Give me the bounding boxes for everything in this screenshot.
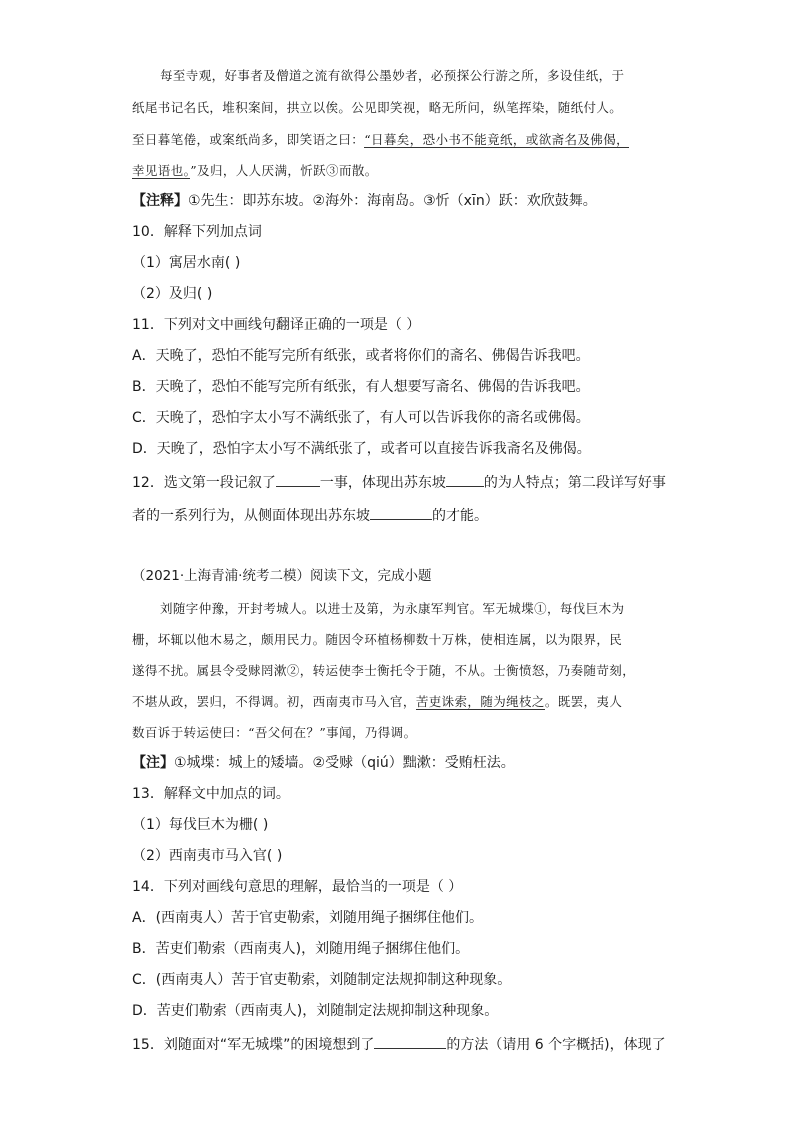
q13-stem: 13．解释文中加点的词。 [132,786,290,802]
q12-part2: 一事，体现出苏东坡 [319,475,446,491]
passage2-line2: 栅，坏辄以他木易之，颇用民力。随因令环植杨柳数十万株，使相连属，以为限界，民 [132,632,623,647]
q14-option-c: C．(西南夷人）苦于官吏勒索，刘随制定法规抑制这种现象。 [132,972,512,988]
q11-stem: 11．下列对文中画线句翻译正确的一项是（ ） [132,317,421,333]
q15-part1: 15．刘随面对“军无城堞”的困境想到了 [132,1037,375,1053]
q12-part5: 的才能。 [432,508,488,524]
q15-part2: 的方法（请用 6 个字概括)，体现了 [446,1037,666,1053]
passage1-line1: 每至寺观，好事者及僧道之流有欲得公墨妙者，必预探公行游之所，多设佳纸，于 [160,68,625,83]
passage2-line3: 遂得不扰。属县令受赇罔漱②，转运使李士衡托令于随，不从。士衡愤怒，乃奏随苛刻， [132,663,636,678]
passage1-line4 [132,161,378,181]
note1-label: 【注释】 [132,193,188,209]
passage1-line2: 纸尾书记名氏，堆积案间，拱立以俟。公见即笑视，略无所问，纵笔挥染，随纸付人。 [132,100,623,115]
q12-blank-1[interactable] [276,472,320,487]
q10-item1: （1）寓居水南( ) [132,255,241,271]
q14-option-b: B．苦吏们勒索（西南夷人)，刘随用绳子捆绑住他们。 [132,941,470,957]
passage1-line4-rest: ”及归，人人厌满，忻跃③而散。 [190,163,378,178]
q10-stem: 10．解释下列加点词 [132,224,262,240]
note2-label: 【注】 [132,755,174,771]
passage2-line4 [132,692,622,712]
q11-option-a: A．天晚了，恐怕不能写完所有纸张，或者将你们的斋名、佛偈告诉我吧。 [132,348,590,364]
q14-stem: 14．下列对画线句意思的理解，最恰当的一项是（ ） [132,879,463,895]
q13-item2: （2）西南夷市马入官( ) [132,848,283,864]
passage2-line4-rest: 。既罢，夷人 [544,694,623,709]
q12-blank-2[interactable] [446,472,484,487]
section2-source: （2021·上海青浦·统考二模）阅读下文，完成小题 [132,568,432,584]
q15-line1 [132,1034,666,1055]
passage2-underlined-sentence: 苦吏诛索，随为绳枝之 [415,694,545,709]
q15-blank-1[interactable] [374,1034,446,1049]
q10-item2: （2）及归( ) [132,286,213,302]
note1 [132,191,597,211]
q12-line1 [132,472,666,493]
passage1-line3-text: 至日暮笔倦，或案纸尚多，即笑语之曰： [132,132,365,147]
passage2-line5: 数百诉于转运使曰：“吾父何在？”事闻，乃得调。 [132,725,417,740]
q13-item1: （1）每伐巨木为栅( ) [132,817,269,833]
q12-blank-3[interactable] [370,505,432,520]
passage2-line1: 刘随字仲豫，开封考城人。以进士及第，为永康军判官。军无城堞①，每伐巨木为 [160,601,625,616]
passage2-line4-text: 不堪从政，罢归，不得调。初，西南夷市马入官， [132,694,416,709]
note2-text: ①城堞：城上的矮墙。②受赇（qiú）黜漱：受贿枉法。 [174,755,515,771]
q12-part3: 的为人特点；第二段详写好事 [483,475,666,491]
q14-option-d: D．苦吏们勒索（西南夷人)，刘随制定法规抑制这种现象。 [132,1003,499,1019]
passage1-underlined-sentence-part2: 幸见语也。 [132,163,191,178]
q11-option-d: D．天晚了，恐怕字太小写不满纸张了，或者可以直接告诉我斋名及佛偈。 [132,441,591,457]
q14-option-a: A．(西南夷人）苦于官吏勒索，刘随用绳子捆绑住他们。 [132,910,484,926]
q12-line2 [132,505,488,526]
q11-option-c: C．天晚了，恐怕字太小写不满纸张了，有人可以告诉我你的斋名或佛偈。 [132,410,590,426]
q12-part4: 者的一系列行为，从侧面体现出苏东坡 [132,508,370,524]
note1-text: ①先生：即苏东坡。②海外：海南岛。③忻（xīn）跃：欢欣鼓舞。 [188,193,597,209]
passage1-underlined-sentence-part1: “日暮矣，恐小书不能竟纸，或欲斋名及佛偈， [364,132,629,147]
passage1-line3 [132,130,629,150]
q12-part1: 12．选文第一段记叙了 [132,475,276,491]
note2 [132,753,515,773]
q11-option-b: B．天晚了，恐怕不能写完所有纸张，有人想要写斋名、佛偈的告诉我吧。 [132,379,590,395]
